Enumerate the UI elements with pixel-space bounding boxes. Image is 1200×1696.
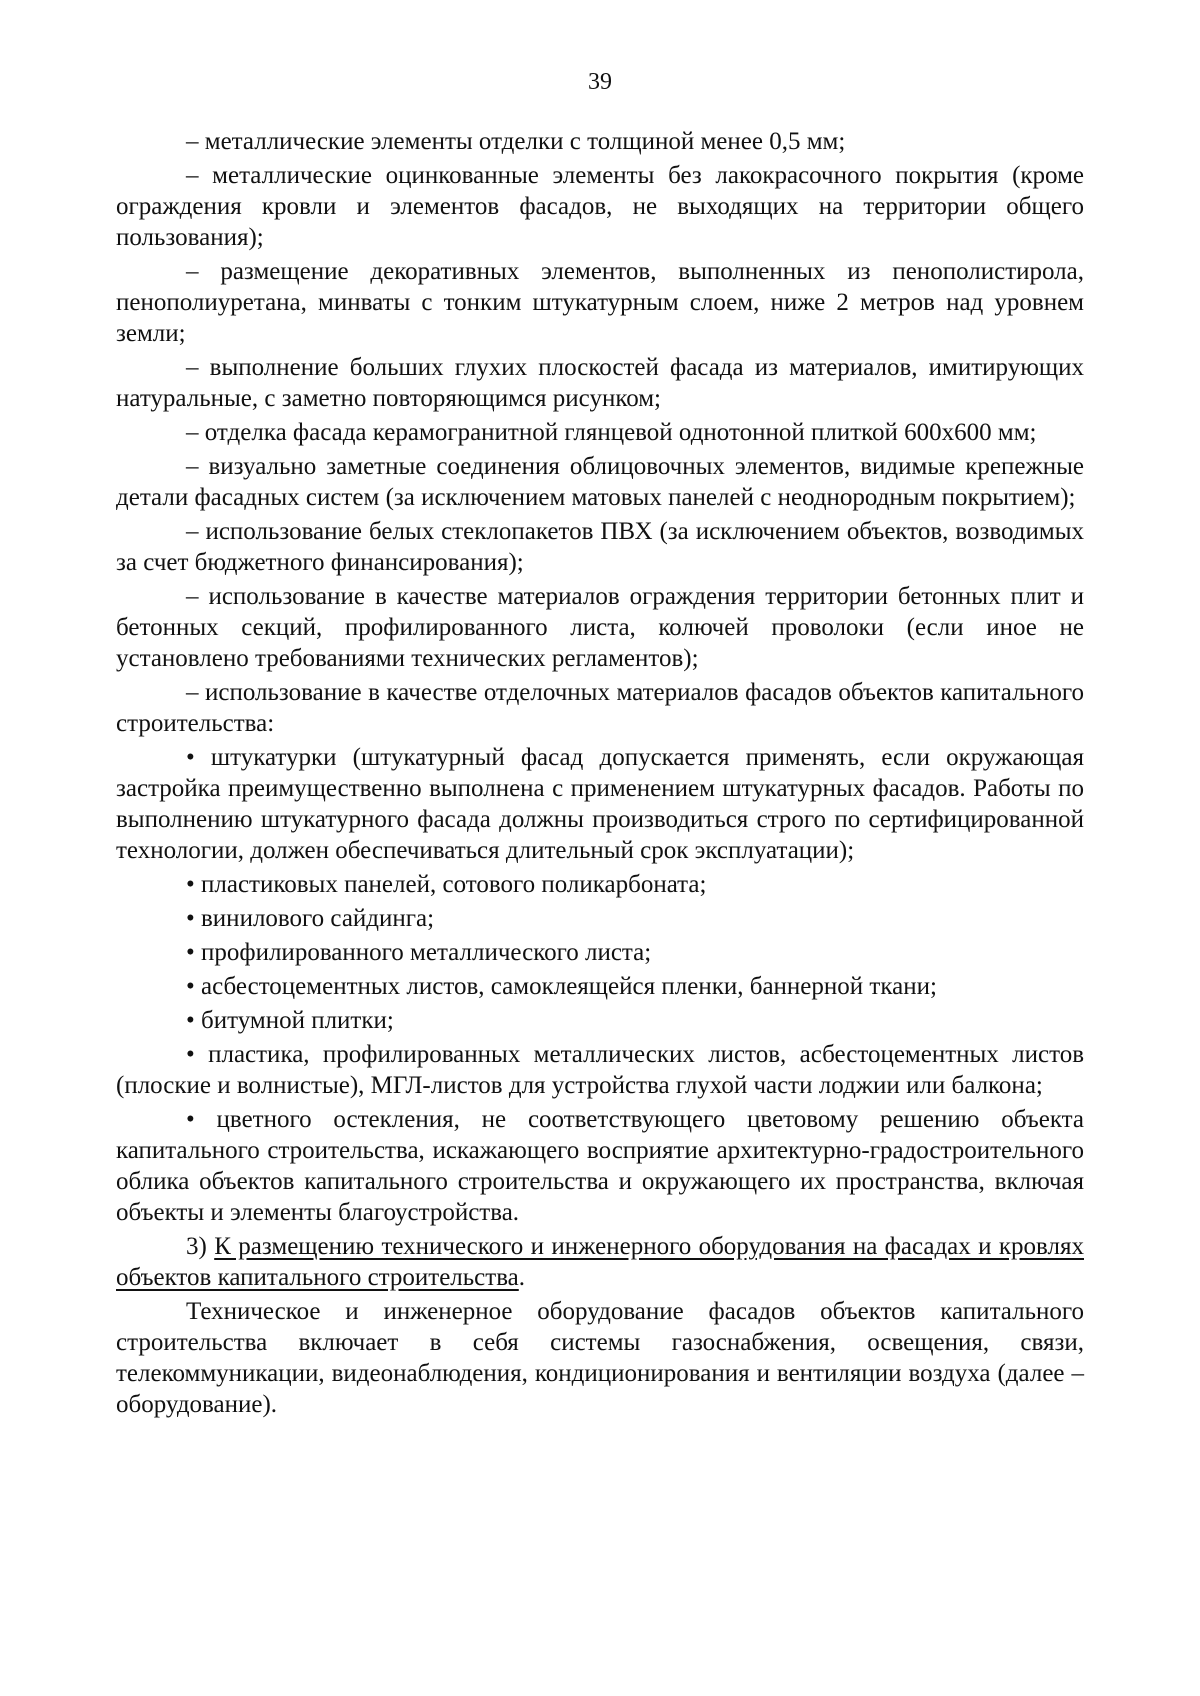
bullet-item: • битумной плитки; <box>186 1007 394 1034</box>
bullet-item: • профилированного металлического листа; <box>186 939 652 966</box>
list-item: – выполнение больших глухих плоскостей фасада из материалов, имитирующих натуральные, с заметно повторяющимся рисунком; <box>116 354 1084 412</box>
list-item: – металлические оцинкованные элементы без лакокрасочного покрытия (кроме ограждения кровли и элементов фасадов, не выходящих на территории общего пользования); <box>116 162 1084 251</box>
bullet-item: • асбестоцементных листов, самоклеящейся пленки, баннерной ткани; <box>186 973 937 1000</box>
bullet-item: • винилового сайдинга; <box>186 905 435 932</box>
page-number: 39 <box>588 69 612 95</box>
section-number: 3) <box>186 1233 207 1260</box>
list-item: – использование в качестве материалов ограждения территории бетонных плит и бетонных секций, профилированного листа, колючей проволоки (если иное не установлено требованиями технических регламентов); <box>116 583 1084 672</box>
section-title: К размещению технического и инженерного оборудования на фасадах и кровлях объектов капитального строительства <box>116 1233 1084 1291</box>
bullet-item: • пластика, профилированных металлических листов, асбестоцементных листов (плоские и волнистые), МГЛ-листов для устройства глухой части лоджии или балкона; <box>116 1041 1084 1099</box>
list-item: – размещение декоративных элементов, выполненных из пенополистирола, пенополиуретана, минваты с тонким штукатурным слоем, ниже 2 метров над уровнем земли; <box>116 258 1084 347</box>
list-item: – отделка фасада керамогранитной глянцевой однотонной плиткой 600х600 мм; <box>186 419 1037 446</box>
list-item: – металлические элементы отделки с толщиной менее 0,5 мм; <box>186 128 846 155</box>
document-body <box>116 126 1084 1420</box>
section-title-end: . <box>518 1264 526 1291</box>
final-paragraph: Техническое и инженерное оборудование фасадов объектов капитального строительства включает в себя системы газоснабжения, освещения, связи, телекоммуникации, видеонаблюдения, кондиционирования и вентиляции воздуха (далее – оборудование). <box>116 1298 1084 1418</box>
bullet-item: • пластиковых панелей, сотового поликарбоната; <box>186 871 707 898</box>
list-item: – использование в качестве отделочных материалов фасадов объектов капитального строительства: <box>116 679 1084 737</box>
list-item: – использование белых стеклопакетов ПВХ (за исключением объектов, возводимых за счет бюджетного финансирования); <box>116 518 1084 576</box>
bullet-item: • штукатурки (штукатурный фасад допускается применять, если окружающая застройка преимущественно выполнена с применением штукатурных фасадов. Работы по выполнению штукатурного фасада должны производиться строго по сертифицированной технологии, должен обеспечиваться длительный срок эксплуатации); <box>116 744 1084 864</box>
bullet-item: • цветного остекления, не соответствующего цветовому решению объекта капитального строительства, искажающего восприятие архитектурно-градостроительного облика объектов капитального строительства и окружающего их пространства, включая объекты и элементы благоустройства. <box>116 1106 1084 1226</box>
list-item: – визуально заметные соединения облицовочных элементов, видимые крепежные детали фасадных систем (за исключением матовых панелей с неоднородным покрытием); <box>116 453 1084 511</box>
section-heading <box>116 1231 1084 1293</box>
